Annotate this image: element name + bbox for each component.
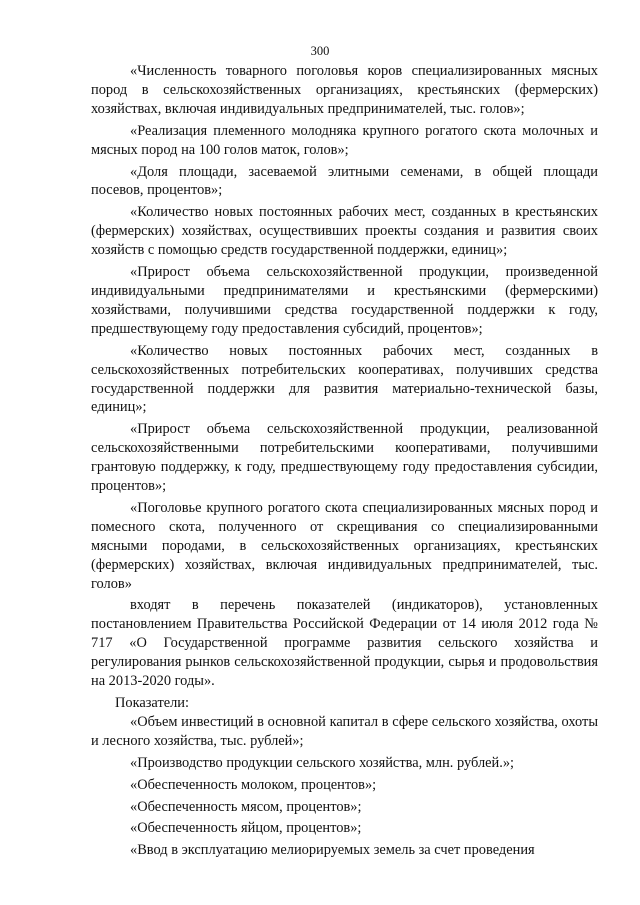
paragraph-land-reclamation: «Ввод в эксплуатацию мелиорируемых земель за счет проведения (130, 842, 535, 859)
document-body (91, 62, 598, 860)
paragraph-farm-output-growth: «Прирост объема сельскохозяйственной продукции, произведенной индивидуальными предпринимателями и крестьянскими (фермерскими) хозяйствами, получившими средства государственной поддержки к году, предшествующему году предоставления субсидий, процентов»; (91, 264, 598, 337)
paragraph-elite-seeds: «Доля площади, засеваемой элитными семенами, в общей площади посевов, процентов»; (91, 163, 598, 199)
paragraph-coop-output-growth: «Прирост объема сельскохозяйственной продукции, реализованной сельскохозяйственными потребительскими кооперативами, получившими грантовую поддержку, к году, предшествующему году предоставления субсидии, процентов»; (91, 421, 598, 495)
paragraph-beef-cattle: «Поголовье крупного рогатого скота специализированных мясных пород и помесного скота, полученного от скрещивания со специализированными мясными породами, в сельскохозяйственных организациях, крестьянских (фермерских) хозяйствах, включая индивидуальных предпринимателей, тыс. голов» (91, 499, 598, 592)
paragraph-coop-jobs: «Количество новых постоянных рабочих мест, созданных в сельскохозяйственных потребительских кооперативах, получивших средства государственной поддержки для развития материально-технической базы, единиц»; (91, 342, 598, 416)
paragraph-eggs: «Обеспеченность яйцом, процентов»; (130, 820, 362, 837)
paragraph-indicators-heading: Показатели: (115, 695, 190, 711)
paragraph-milk: «Обеспеченность молоком, процентов»; (130, 776, 377, 793)
paragraph-production: «Производство продукции сельского хозяйства, млн. рублей.»; (130, 754, 515, 771)
paragraph-investment: «Объем инвестиций в основной капитал в сфере сельского хозяйства, охоты и лесного хозяйства, тыс. рублей»; (91, 713, 598, 749)
page-number: 300 (310, 44, 330, 58)
paragraph-meat: «Обеспеченность мясом, процентов»; (130, 798, 362, 815)
paragraph-breeding-sales: «Реализация племенного молодняка крупного рогатого скота молочных и мясных пород на 100 голов маток, голов»; (91, 122, 598, 158)
paragraph-cattle-count: «Численность товарного поголовья коров специализированных мясных пород в сельскохозяйственных организациях, крестьянских (фермерских) хозяйствах, включая индивидуальных предпринимателей, тыс. голов»; (91, 63, 598, 117)
paragraph-indicator-list: входят в перечень показателей (индикаторов), установленных постановлением Правительства Российской Федерации от 14 июля 2012 года № 717 «О Государственной программе развития сельского хозяйства и регулирования рынков сельскохозяйственной продукции, сырья и продовольствия на 2013-2020 годы». (91, 597, 598, 690)
paragraph-farm-jobs: «Количество новых постоянных рабочих мест, созданных в крестьянских (фермерских) хозяйствах, осуществивших проекты создания и развития своих хозяйств с помощью средств государственной поддержки, единиц»; (91, 204, 598, 259)
